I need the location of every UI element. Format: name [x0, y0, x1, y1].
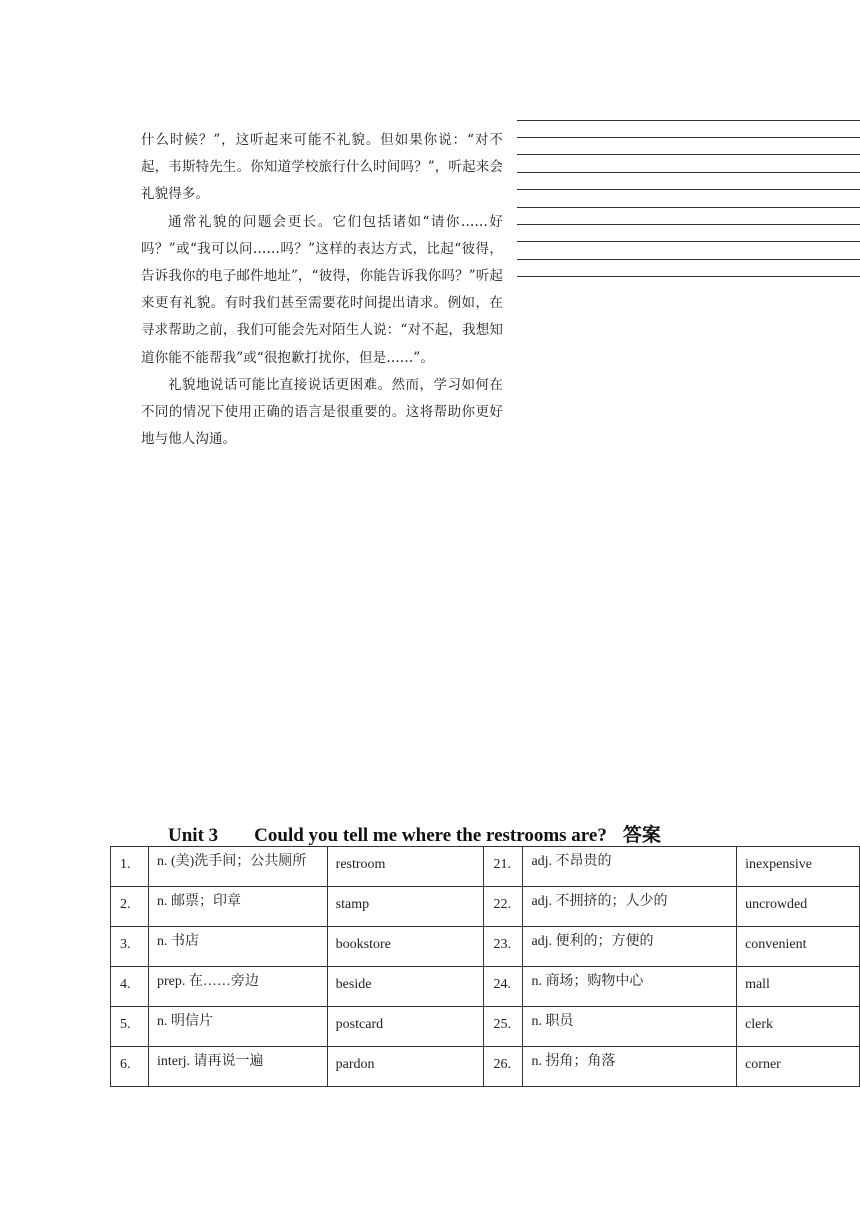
definition: n. 邮票；印章 — [156, 894, 241, 909]
item-number: 23. — [493, 937, 511, 952]
answer-word: beside — [335, 977, 372, 992]
answer-word: restroom — [335, 857, 386, 872]
item-number: 1. — [120, 857, 131, 872]
item-number: 21. — [493, 857, 511, 872]
unit-title — [168, 820, 661, 847]
article-paragraph: 什么时候？”，这听起来可能不礼貌。但如果你说：“对不起，韦斯特先生。你知道学校旅行什么时间吗？”，听起来会礼貌得多。 — [141, 132, 503, 203]
item-number: 6. — [120, 1057, 131, 1072]
definition: n. (美)洗手间；公共厕所 — [156, 854, 307, 869]
answer-word: bookstore — [335, 937, 391, 952]
answer-line — [517, 241, 860, 242]
article-text — [141, 127, 503, 453]
definition: n. 职员 — [531, 1014, 574, 1029]
answer-word: inexpensive — [745, 857, 812, 872]
table-row — [111, 1007, 860, 1047]
definition: prep. 在……旁边 — [156, 974, 259, 989]
answer-word: mall — [745, 977, 770, 992]
answer-line — [517, 120, 860, 121]
table-row — [111, 887, 860, 927]
definition: n. 商场；购物中心 — [531, 974, 644, 989]
item-number: 5. — [120, 1017, 131, 1032]
answer-word: corner — [745, 1057, 781, 1072]
definition: adj. 便利的；方便的 — [531, 934, 654, 949]
table-row — [111, 967, 860, 1007]
answer-label: 答案 — [622, 825, 661, 846]
item-number: 26. — [493, 1057, 511, 1072]
answer-line — [517, 172, 860, 173]
answer-word: clerk — [745, 1017, 774, 1032]
table-row — [111, 847, 860, 887]
answer-word: pardon — [335, 1057, 375, 1072]
definition: adj. 不拥挤的；人少的 — [531, 894, 668, 909]
table-row — [111, 927, 860, 967]
unit-question: Could you tell me where the restrooms are? — [254, 825, 607, 846]
unit-label: Unit 3 — [168, 825, 219, 846]
definition: n. 书店 — [156, 934, 199, 949]
answer-line — [517, 137, 860, 138]
item-number: 24. — [493, 977, 511, 992]
answer-word: postcard — [335, 1017, 384, 1032]
item-number: 25. — [493, 1017, 511, 1032]
answer-line — [517, 154, 860, 155]
item-number: 4. — [120, 977, 131, 992]
vocabulary-table — [110, 846, 860, 1087]
answer-word: uncrowded — [745, 897, 808, 912]
answer-line — [517, 224, 860, 225]
answer-line — [517, 207, 860, 208]
answer-word: convenient — [745, 937, 807, 952]
item-number: 22. — [493, 897, 511, 912]
definition: n. 明信片 — [156, 1014, 213, 1029]
definition: n. 拐角；角落 — [531, 1054, 616, 1069]
item-number: 3. — [120, 937, 131, 952]
article-paragraph: 通常礼貌的问题会更长。它们包括诸如“请你……好吗？”或“我可以问……吗？”这样的表达方式，比起“彼得，告诉我你的电子邮件地址”，“彼得，你能告诉我你吗？”听起来更有礼貌。有时我们甚至需要花时间提出请求。例如，在寻求帮助之前，我们可能会先对陌生人说：“对不起，我想知道你能不能帮我”或“很抱歉打扰你，但是……”。 — [141, 213, 503, 366]
answer-line — [517, 259, 860, 260]
item-number: 2. — [120, 897, 131, 912]
answer-lines — [517, 120, 860, 280]
answer-line — [517, 189, 860, 190]
table-row — [111, 1047, 860, 1087]
answer-word: stamp — [335, 897, 370, 912]
answer-line — [517, 276, 860, 277]
article-paragraph: 礼貌地说话可能比直接说话更困难。然而，学习如何在不同的情况下使用正确的语言是很重要的。这将帮助你更好地与他人沟通。 — [141, 376, 503, 448]
definition: interj. 请再说一遍 — [156, 1054, 264, 1069]
definition: adj. 不昂贵的 — [531, 854, 612, 869]
